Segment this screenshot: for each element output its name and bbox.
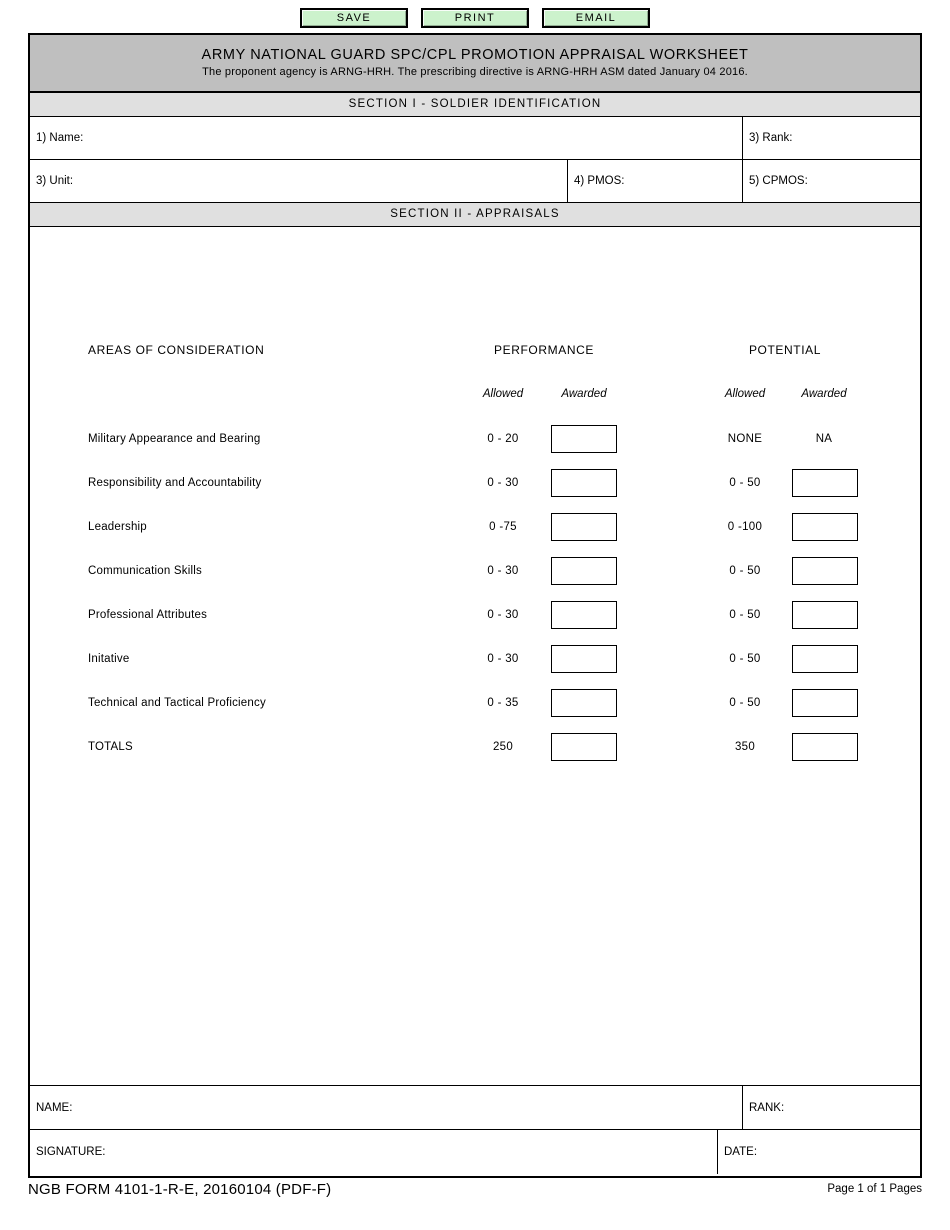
potential-awarded-input[interactable] [792,733,858,761]
performance-allowed-value: 0 - 30 [487,565,519,577]
performance-awarded-input[interactable] [551,469,617,497]
performance-awarded-input[interactable] [551,601,617,629]
performance-awarded-header: Awarded [561,388,607,400]
cpmos-input[interactable] [808,160,920,202]
cpmos-cell [743,160,920,202]
potential-column-header: POTENTIAL [748,343,822,357]
appraisal-row [30,593,920,637]
potential-awarded-header: Awarded [801,388,847,400]
email-button[interactable]: EMAIL [542,8,650,28]
appraisal-row [30,461,920,505]
pmos-input[interactable] [624,160,742,202]
form-number: NGB FORM 4101-1-R-E, 20160104 (PDF-F) [28,1181,332,1198]
appraisal-row [30,681,920,725]
potential-awarded-input[interactable] [792,601,858,629]
cpmos-label: 5) CPMOS: [749,175,808,187]
potential-allowed-value: 0 - 50 [729,697,761,709]
area-of-consideration-label: Communication Skills [88,565,202,577]
performance-awarded-input[interactable] [551,425,617,453]
area-of-consideration-label: Military Appearance and Bearing [88,433,261,445]
name-input[interactable] [83,117,742,159]
potential-awarded-input[interactable] [792,645,858,673]
rank-input[interactable] [792,117,920,159]
potential-allowed-value: 0 - 50 [729,477,761,489]
potential-allowed-value: NONE [727,433,763,445]
date-label: DATE: [724,1146,758,1158]
potential-allowed-value: 0 - 50 [729,609,761,621]
name-label: 1) Name: [36,132,84,144]
rater-name-input[interactable] [72,1086,742,1129]
performance-awarded-input[interactable] [551,689,617,717]
appraisal-table [30,227,920,1086]
performance-allowed-value: 0 - 20 [487,433,519,445]
area-of-consideration-label: Technical and Tactical Proficiency [88,697,266,709]
identification-row-2 [30,160,920,203]
performance-allowed-value: 0 - 35 [487,697,519,709]
print-button[interactable]: PRINT [421,8,529,28]
performance-awarded-input[interactable] [551,733,617,761]
performance-column-header: PERFORMANCE [494,343,594,357]
potential-allowed-header: Allowed [724,388,766,400]
potential-allowed-value: 0 -100 [727,521,763,533]
signature-name-row [30,1086,920,1130]
appraisal-row [30,637,920,681]
signature-date-row [30,1130,920,1174]
rater-rank-cell [743,1086,920,1129]
performance-allowed-value: 250 [492,741,514,753]
area-of-consideration-label: Initative [88,653,130,665]
performance-awarded-input[interactable] [551,645,617,673]
identification-row-1 [30,117,920,160]
page-indicator: Page 1 of 1 Pages [827,1183,922,1195]
potential-awarded-na-value: NA [815,433,833,445]
performance-allowed-value: 0 - 30 [487,477,519,489]
rater-name-cell [30,1086,743,1129]
appraisal-row [30,417,920,461]
performance-awarded-input[interactable] [551,513,617,541]
unit-input[interactable] [73,160,567,202]
potential-allowed-value: 350 [734,741,756,753]
potential-allowed-value: 0 - 50 [729,565,761,577]
area-of-consideration-label: Leadership [88,521,147,533]
unit-cell [30,160,568,202]
date-cell [718,1130,920,1174]
performance-allowed-header: Allowed [482,388,524,400]
performance-allowed-value: 0 -75 [489,521,517,533]
name-cell [30,117,743,159]
performance-awarded-input[interactable] [551,557,617,585]
pmos-cell [568,160,743,202]
form-header [30,35,920,93]
potential-awarded-input[interactable] [792,513,858,541]
date-input[interactable] [757,1130,920,1174]
appraisal-row [30,725,920,769]
performance-allowed-value: 0 - 30 [487,653,519,665]
worksheet-form [28,33,922,1178]
form-subtitle: The proponent agency is ARNG-HRH. The prescribing directive is ARNG-HRH ASM dated January 04 2016. [202,66,748,78]
signature-cell [30,1130,718,1174]
save-button[interactable]: SAVE [300,8,408,28]
rank-label: 3) Rank: [749,132,793,144]
rater-rank-label: RANK: [749,1101,785,1114]
signature-input[interactable] [105,1130,717,1174]
potential-allowed-value: 0 - 50 [729,653,761,665]
pmos-label: 4) PMOS: [574,175,625,187]
rank-cell [743,117,920,159]
appraisal-row [30,505,920,549]
performance-allowed-value: 0 - 30 [487,609,519,621]
signature-label: SIGNATURE: [36,1146,106,1158]
rater-name-label: NAME: [36,1101,73,1114]
potential-awarded-input[interactable] [792,469,858,497]
rater-rank-input[interactable] [784,1086,920,1129]
potential-awarded-input[interactable] [792,557,858,585]
section1-header: SECTION I - SOLDIER IDENTIFICATION [30,93,920,117]
area-of-consideration-label: TOTALS [88,741,133,753]
area-of-consideration-label: Professional Attributes [88,609,208,621]
potential-awarded-input[interactable] [792,689,858,717]
appraisal-row [30,549,920,593]
areas-column-header: AREAS OF CONSIDERATION [88,343,265,357]
unit-label: 3) Unit: [36,175,74,187]
section2-header: SECTION II - APPRAISALS [30,203,920,227]
form-title: ARMY NATIONAL GUARD SPC/CPL PROMOTION APPRAISAL WORKSHEET [201,47,749,63]
area-of-consideration-label: Responsibility and Accountability [88,477,262,489]
